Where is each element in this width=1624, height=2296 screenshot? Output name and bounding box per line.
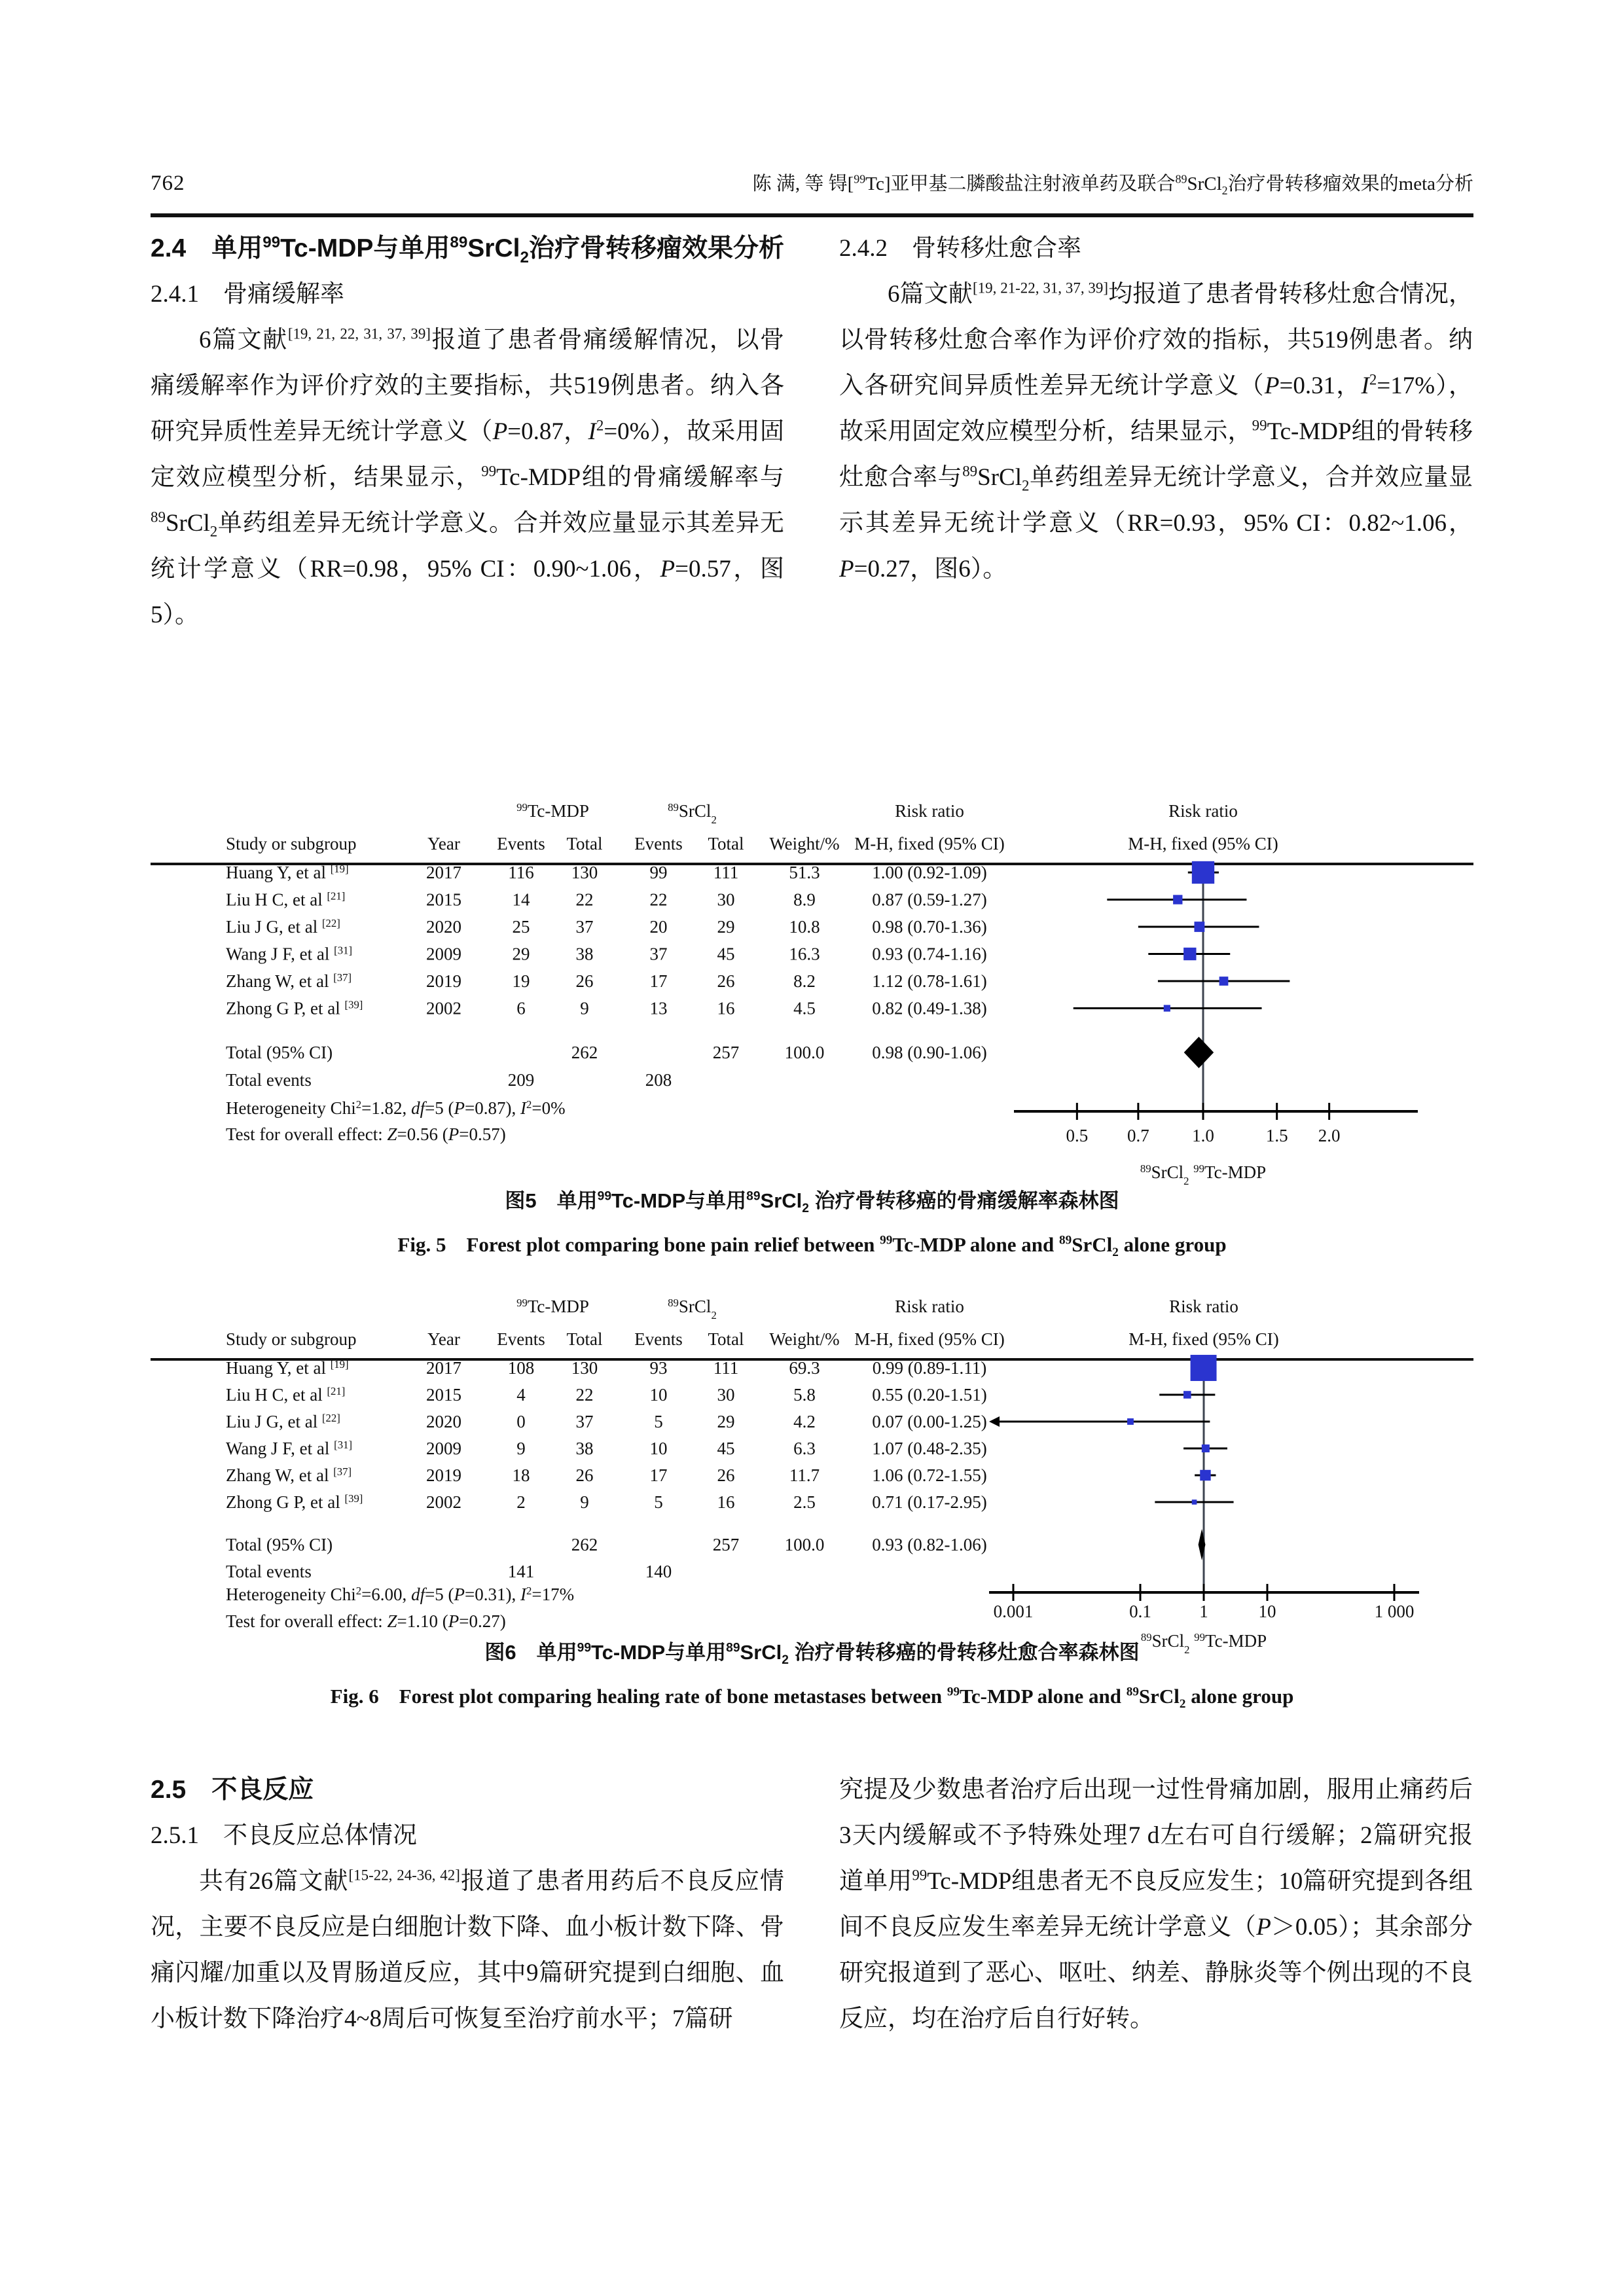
figure5-caption-zh: 图5 单用$^{99}$Tc-MDP与单用$^{89}$SrCl$_2$ 治疗骨转移癌的骨痛缓解率森林图 [505,1189,1119,1216]
figure-6 [151,1293,1473,1662]
section-2-5 [151,1767,1473,2042]
cell-events2: 10 [649,1439,668,1458]
section-2-5-heading: 2.5 不良反应 [151,1776,314,1804]
cell-year: 2015 [426,889,461,910]
cell-total1: 38 [575,1439,594,1458]
cell-ci-text: 0.55 (0.20-1.51) [872,1385,987,1405]
study-label: Huang Y, et al [19] [226,862,349,882]
axis-tick-label: 10 [1258,1602,1276,1621]
section-2-4-1-body: 6篇文献[19, 21, 22, 31, 37, 39]报道了患者骨痛缓解情况，以骨痛缓解率作为评价疗效的主要指标，共519例患者。纳入各研究异质性差异无统计学意义（P=0.87，$I^2=0\%$），故采用固定效应模型分析，结果显示，$^{99}$Tc-MDP组的骨痛缓解率与$^{89}$SrCl$_2$单药组差异无统计学意义。合并效应量显示其差异无统计学意义（RR=0.98，95% CI：0.90~1.06，P=0.57，图5）。 [151,325,785,628]
col-header-mh-ci: M-H, fixed (95% CI) [854,834,1005,853]
study-label: Zhong G P, et al [39] [226,1492,363,1512]
col-header-year: Year [427,834,460,853]
cell-weight: 51.3 [789,863,820,882]
cell-events1: 29 [512,944,530,964]
group1-header: $^{99}$Tc-MDP [516,800,589,821]
cell-total2: 29 [717,917,735,937]
cell-total2: 45 [717,1439,735,1458]
column-left [151,1767,784,2042]
total-ci-text: 0.93 (0.82-1.06) [872,1535,987,1554]
cell-year: 2019 [426,971,461,991]
total-label: Total (95% CI) [226,1043,333,1062]
header-rule [151,213,1473,217]
total-events1: 141 [507,1562,535,1581]
axis-tick-label: 0.1 [1129,1602,1151,1621]
cell-events2: 99 [649,863,668,882]
cell-weight: 8.9 [793,889,816,910]
cell-events1: 0 [516,1412,526,1431]
cell-total2: 16 [717,998,735,1018]
cell-total2: 30 [717,889,735,910]
cell-weight: 4.5 [793,998,816,1018]
total-events2: 140 [645,1562,672,1581]
section-2-4-2-body: 6篇文献[19, 21-22, 31, 37, 39]均报道了患者骨转移灶愈合情况，以骨转移灶愈合率作为评价疗效的指标，共519例患者。纳入各研究间异质性差异无统计学意义（P=0.31，$I^2=17\%$），故采用固定效应模型分析，结果显示，$^{99}$Tc-MDP组的骨转移灶愈合率与$^{89}$SrCl$_2$单药组差异无统计学意义，合并效应量显示其差异无统计学意义（RR=0.93，95% CI：0.82~1.06，P=0.27，图6）。 [839,279,1473,583]
cell-weight: 16.3 [789,944,820,964]
cell-total1: 130 [571,863,598,882]
col-header-total2: Total [708,1329,744,1349]
cell-events1: 19 [512,971,530,991]
plot-risk-ratio-header: Risk ratio [1168,801,1238,821]
total-ci-text: 0.98 (0.90-1.06) [872,1043,987,1062]
section-2-5-1-heading: 2.5.1 不良反应总体情况 [151,1822,417,1849]
forest-square [1183,1391,1191,1399]
cell-events2: 93 [649,1358,668,1378]
axis-tick-label: 1.0 [1192,1126,1214,1145]
study-label: Liu H C, et al [21] [226,1384,346,1405]
cell-events1: 108 [507,1358,535,1378]
col-header-weight: Weight/% [769,1329,840,1349]
cell-total1: 38 [575,944,594,964]
risk-ratio-header: Risk ratio [895,801,964,821]
cell-events2: 5 [654,1412,663,1431]
forest-square [1191,1355,1217,1381]
column-right [839,1767,1473,2042]
cell-total1: 26 [575,1465,594,1485]
cell-events2: 5 [654,1492,663,1512]
cell-year: 2002 [426,1492,461,1512]
overall-effect-text: Test for overall effect: Z=1.10 (P=0.27) [226,1611,506,1631]
col-header-year: Year [427,1329,460,1349]
cell-weight: 69.3 [789,1358,820,1378]
cell-ci-text: 0.07 (0.00-1.25) [872,1412,987,1431]
cell-weight: 11.7 [789,1465,820,1485]
axis-tick-label: 0.001 [993,1602,1034,1621]
study-label: Zhang W, et al [37] [226,1465,352,1485]
cell-year: 2017 [426,1358,461,1378]
axis-favours-label: $^{89}$SrCl$_2$ $^{99}$Tc-MDP [1140,1162,1267,1187]
column-left [151,226,784,638]
running-title: 陈 满, 等 锝[$^{99}$Tc]亚甲基二膦酸盐注射液单药及联合$^{89}$SrCl$_2$治疗骨转移瘤效果的meta分析 [752,172,1473,197]
cell-total1: 37 [575,1412,594,1431]
cell-weight: 4.2 [793,1412,816,1431]
plot-mh-ci-header: M-H, fixed (95% CI) [1128,834,1278,853]
col-header-study: Study or subgroup [226,1329,357,1349]
cell-total2: 16 [717,1492,735,1512]
col-header-events1: Events [497,834,545,853]
total-events1: 209 [507,1070,535,1090]
cell-total2: 111 [713,863,739,882]
cell-total2: 30 [717,1385,735,1405]
cell-ci-text: 1.00 (0.92-1.09) [872,863,987,882]
cell-total2: 29 [717,1412,735,1431]
forest-square [1127,1418,1134,1425]
forest-square [1200,1470,1210,1480]
col-header-total2: Total [708,834,744,853]
figure-5 [151,766,1473,1201]
forest-square [1219,977,1229,986]
forest-square [1183,948,1196,960]
col-header-total1: Total [566,1329,603,1349]
section-2-4-heading: 2.4 单用$^{99}$Tc-MDP与单用$^{89}$SrCl$_2$治疗骨转移瘤效果分析 [151,234,784,266]
cell-events1: 18 [512,1465,530,1485]
col-header-study: Study or subgroup [226,834,357,853]
total-total1: 262 [571,1535,598,1554]
cell-ci-text: 0.93 (0.74-1.16) [872,944,987,964]
cell-year: 2020 [426,1412,461,1431]
study-label: Liu J G, et al [22] [226,916,340,937]
col-header-weight: Weight/% [769,834,840,853]
figure5-caption-en: Fig. 5 Forest plot comparing bone pain relief between $^{99}$Tc-MDP alone and $^{89}$SrCl$_2$ alone group [397,1233,1227,1260]
study-label: Huang Y, et al [19] [226,1357,349,1378]
forest-square [1173,895,1182,904]
risk-ratio-header: Risk ratio [895,1297,964,1316]
cell-weight: 8.2 [793,971,816,991]
col-header-events1: Events [497,1329,545,1349]
cell-year: 2009 [426,944,461,964]
cell-total1: 37 [575,917,594,937]
cell-events1: 14 [512,889,530,910]
col-header-mh-ci: M-H, fixed (95% CI) [854,1329,1005,1349]
cell-total1: 22 [575,1385,594,1405]
forest-square [1194,922,1204,932]
cell-events2: 22 [649,889,668,910]
total-weight: 100.0 [784,1043,825,1062]
total-label: Total (95% CI) [226,1535,333,1554]
cell-total1: 9 [580,1492,589,1512]
total-total2: 257 [712,1043,740,1062]
axis-tick-label: 2.0 [1318,1126,1341,1145]
cell-total1: 130 [571,1358,598,1378]
group2-header: $^{89}$SrCl$_2$ [668,1296,717,1321]
page-number: 762 [151,171,185,195]
plot-risk-ratio-header: Risk ratio [1169,1297,1238,1316]
cell-year: 2002 [426,998,461,1018]
cell-ci-text: 0.98 (0.70-1.36) [872,917,987,937]
cell-total2: 45 [717,944,735,964]
cell-events2: 10 [649,1385,668,1405]
page-header [151,169,1473,196]
column-right [839,226,1473,638]
cell-weight: 6.3 [793,1439,816,1458]
cell-year: 2009 [426,1439,461,1458]
cell-year: 2020 [426,917,461,937]
cell-events1: 2 [516,1492,526,1512]
forest-square [1192,861,1214,884]
axis-tick-label: 1.5 [1265,1126,1288,1145]
cell-ci-text: 0.82 (0.49-1.38) [872,998,987,1018]
study-label: Liu J G, et al [22] [226,1411,340,1431]
col-header-events2: Events [634,1329,683,1349]
forest-square [1192,1499,1197,1505]
cell-total2: 26 [717,971,735,991]
cell-ci-text: 1.12 (0.78-1.61) [872,971,987,991]
heterogeneity-text: Heterogeneity Chi$^2$=6.00, df=5 (P=0.31), $I^2=17\%$ [226,1584,575,1604]
cell-weight: 5.8 [793,1385,816,1405]
cell-ci-text: 0.87 (0.59-1.27) [872,889,987,910]
axis-favours-label: $^{89}$SrCl$_2$ $^{99}$Tc-MDP [1140,1630,1267,1656]
study-label: Wang J F, et al [31] [226,944,353,964]
study-label: Wang J F, et al [31] [226,1438,353,1458]
cell-weight: 10.8 [789,917,820,937]
cell-ci-text: 1.07 (0.48-2.35) [872,1439,987,1458]
total-events-label: Total events [226,1070,312,1090]
group1-header: $^{99}$Tc-MDP [516,1296,589,1316]
ci-left-arrow [989,1416,1000,1427]
section-2-5-1-body-right: 究提及少数患者治疗后出现一过性骨痛加剧，服用止痛药后3天内缓解或不予特殊处理7 d左右可自行缓解；2篇研究报道单用$^{99}$Tc-MDP组患者无不良反应发生；10篇研究提到各组间不良反应发生率差异无统计学意义（P＞0.05）；其余部分研究报道到了恶心、呕吐、纳差、静脉炎等个例出现的不良反应，均在治疗后自行好转。 [839,1776,1473,2032]
total-events2: 208 [645,1070,672,1090]
col-header-events2: Events [634,834,683,853]
axis-tick-label: 0.7 [1127,1126,1149,1145]
cell-total1: 26 [575,971,594,991]
cell-total1: 9 [580,998,589,1018]
study-label: Liu H C, et al [21] [226,889,346,910]
section-2-5-1-body-left: 共有26篇文献[15-22, 24-36, 42]报道了患者用药后不良反应情况，主要不良反应是白细胞计数下降、血小板计数下降、骨痛闪耀/加重以及胃肠道反应，其中9篇研究提到白细胞、血小板计数下降治疗4~8周后可恢复至治疗前水平；7篇研 [151,1867,785,2032]
overall-effect-text: Test for overall effect: Z=0.56 (P=0.57) [226,1124,506,1144]
cell-events1: 116 [508,863,534,882]
cell-ci-text: 0.99 (0.89-1.11) [872,1358,987,1378]
cell-total2: 26 [717,1465,735,1485]
total-weight: 100.0 [784,1535,825,1554]
figure6-forest-plot [151,1293,1473,1659]
total-total1: 262 [571,1043,598,1062]
cell-ci-text: 1.06 (0.72-1.55) [872,1465,987,1485]
forest-square [1202,1444,1210,1452]
figure6-caption-zh: 图6 单用$^{99}$Tc-MDP与单用$^{89}$SrCl$_2$ 治疗骨转移癌的骨转移灶愈合率森林图 [484,1641,1140,1668]
figure6-caption-en: Fig. 6 Forest plot comparing healing rate of bone metastases between $^{99}$Tc-MDP alone and $^{89}$SrCl$_2$ alone group [330,1685,1294,1712]
cell-total1: 22 [575,889,594,910]
total-diamond [1184,1037,1214,1068]
axis-tick-label: 1 [1199,1602,1208,1621]
cell-year: 2019 [426,1465,461,1485]
cell-year: 2015 [426,1385,461,1405]
cell-events2: 17 [649,1465,668,1485]
plot-mh-ci-header: M-H, fixed (95% CI) [1128,1329,1279,1349]
study-label: Zhong G P, et al [39] [226,998,363,1018]
section-2-4-2-heading: 2.4.2 骨转移灶愈合率 [839,235,1081,262]
cell-events2: 37 [649,944,668,964]
forest-square [1164,1005,1170,1011]
heterogeneity-text: Heterogeneity Chi$^2$=1.82, df=5 (P=0.87), $I^2=0\%$ [226,1098,566,1118]
cell-weight: 2.5 [793,1492,816,1512]
cell-events1: 6 [516,998,526,1018]
study-label: Zhang W, et al [37] [226,971,352,991]
cell-events1: 9 [516,1439,526,1458]
axis-tick-label: 0.5 [1066,1126,1089,1145]
cell-total2: 111 [713,1358,739,1378]
total-events-label: Total events [226,1562,312,1581]
group2-header: $^{89}$SrCl$_2$ [668,800,717,826]
cell-events2: 13 [649,998,668,1018]
cell-events1: 25 [512,917,530,937]
section-2-4 [151,226,1473,638]
cell-ci-text: 0.71 (0.17-2.95) [872,1492,987,1512]
cell-events1: 4 [516,1385,526,1405]
cell-year: 2017 [426,863,461,882]
cell-events2: 20 [649,917,668,937]
col-header-total1: Total [566,834,603,853]
total-total2: 257 [712,1535,740,1554]
axis-tick-label: 1 000 [1374,1602,1415,1621]
section-2-4-1-heading: 2.4.1 骨痛缓解率 [151,281,344,308]
figure5-forest-plot [151,766,1473,1198]
cell-events2: 17 [649,971,668,991]
